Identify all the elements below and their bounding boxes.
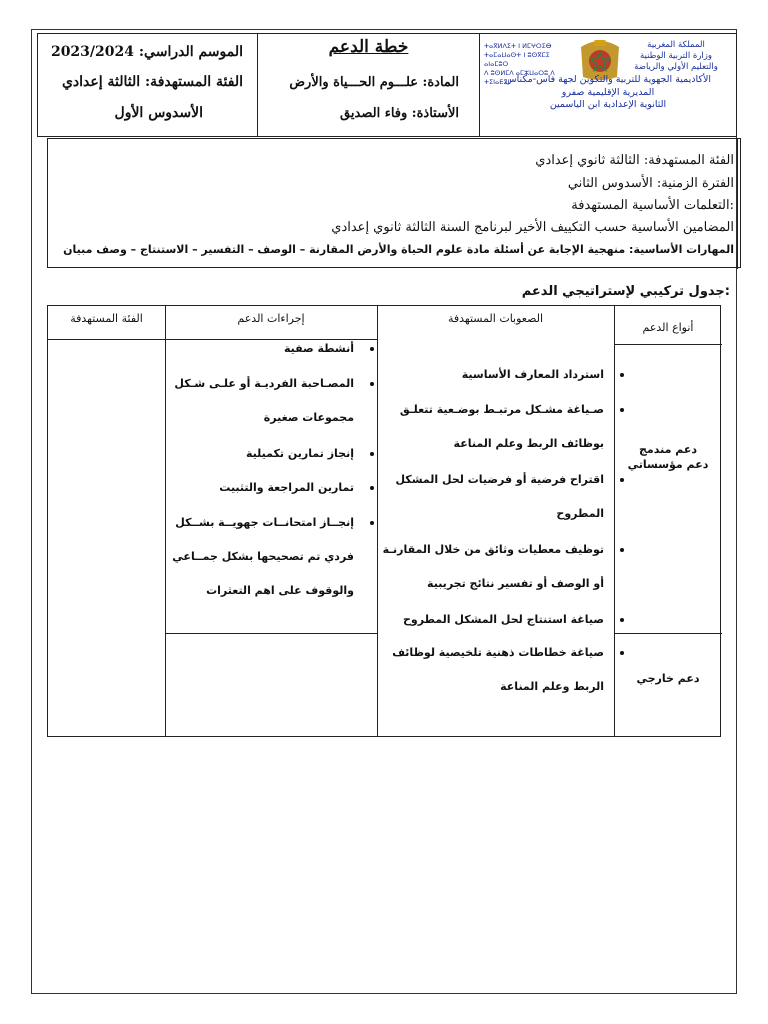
difficulty-item [383, 533, 604, 601]
support-type-line: دعم مؤسساتي [627, 458, 709, 471]
info-period: الفترة الزمنية: الأسدوس الثاني [567, 176, 734, 191]
school-name: الثانوية الإعدادية ابن الياسمين [549, 99, 667, 110]
section-title: :جدول تركيبي لإستراتيجي الدعم [521, 284, 730, 299]
bullet-icon [620, 548, 624, 552]
plan-title: خطة الدعم [328, 37, 409, 57]
support-type-line: دعم مندمج [638, 443, 697, 456]
teacher: الأستاذة: وفاء الصديق [340, 106, 459, 121]
difficulty-text: المطروح [556, 507, 604, 520]
header-target-group: الفئة المستهدفة [70, 312, 143, 325]
support-type-external: دعم خارجي [636, 672, 700, 685]
season: الموسم الدراسي: 2023/2024 [50, 44, 243, 60]
header-types: أنواع الدعم [642, 321, 694, 334]
procedure-text: المصـاحبة الفرديـة أو علـى شـكل [174, 377, 354, 390]
procedure-text: فردي تم تصحيحها بشكل جمــاعي [172, 550, 354, 563]
procedure-text: أنشطة صفية [283, 342, 354, 355]
ministry-line: والتعليم الأولي والرياضة [634, 62, 718, 72]
plan-info-cell [257, 34, 479, 136]
header-procedures: إجراءات الدعم [237, 312, 305, 325]
procedure-text: إنجــاز امتحانــات جهويــة بشــكل [175, 516, 354, 529]
difficulty-item [400, 393, 604, 461]
subject: المادة: علـــوم الحـــياة والأرض [289, 75, 459, 90]
bullet-icon [620, 618, 624, 622]
tifinagh-line: ⴷ ⵓⵙⵍⵎⴷ ⴰⵎⵣⵡⴰⵔⵓ ⴷ ⵜⵉⵏⴰⴹⵉⵏ [484, 69, 555, 86]
info-target: الفئة المستهدفة: الثالثة ثانوي إعدادي [535, 153, 734, 168]
procedure-item [219, 471, 354, 505]
procedure-text: والوقوف على اهم التعثرات [206, 584, 354, 597]
support-strategy-table [47, 305, 721, 737]
info-learnings: :التعلمات الأساسية المستهدفة [571, 198, 734, 213]
header-table [37, 33, 737, 137]
ministry-line: المملكة المغربية [647, 40, 705, 50]
difficulty-item [392, 636, 604, 704]
bullet-icon [620, 408, 624, 412]
difficulty-text: الربط وعلم المناعة [500, 680, 604, 693]
difficulty-text: توظيف معطيات وثائق من خلال المقارنـة [382, 543, 604, 556]
info-box [47, 138, 741, 268]
procedure-text: إنجاز تمارين تكميلية [246, 447, 354, 460]
ministry-logo-cell [479, 34, 736, 136]
semester: الأسدوس الأول [114, 105, 203, 121]
season-cell [36, 34, 257, 136]
bullet-icon [370, 347, 374, 351]
tifinagh-line: ⵜⴰⴳⵍⴷⵉⵜ ⵏ ⵍⵎⵖⵔⵉⴱ [484, 42, 552, 50]
info-contents: المضامين الأساسية حسب التكييف الأخير لبرنامج السنة الثالثة ثانوي إعدادي [331, 220, 734, 235]
difficulty-text: أو الوصف أو تفسير نتائج تجريبية [427, 577, 604, 590]
row-divider [165, 633, 377, 634]
bullet-icon [370, 521, 374, 525]
difficulty-text: صياغة خطاطات ذهنية تلخيصية لوظائف [392, 646, 604, 659]
bullet-icon [370, 486, 374, 490]
difficulty-item [403, 603, 604, 637]
header-difficulties: الصعوبات المستهدفة [447, 312, 544, 325]
support-type-integrated [614, 442, 722, 472]
procedure-item [246, 437, 354, 471]
difficulty-text: استرداد المعارف الأساسية [461, 368, 604, 381]
tifinagh-line: ⵜⴰⵎⴰⵡⴰⵙⵜ ⵏ ⵓⵙⴳⵎⵉ ⴰⵏⴰⵎⵓⵔ [484, 51, 550, 68]
directorate-name: المديرية الإقليمية صفرو [561, 87, 655, 98]
difficulty-text: بوظائف الربط وعلم المناعة [453, 437, 604, 450]
difficulty-item [462, 358, 604, 392]
difficulty-item [395, 463, 604, 531]
bullet-icon [620, 651, 624, 655]
difficulty-text: صياغة استنتاج لحل المشكل المطروح [402, 613, 604, 626]
row-divider [614, 344, 722, 345]
bullet-icon [620, 373, 624, 377]
ministry-line: وزارة التربية الوطنية [639, 51, 713, 61]
bullet-icon [620, 478, 624, 482]
bullet-icon [370, 382, 374, 386]
procedure-text: مجموعات صغيرة [263, 411, 354, 424]
col-divider [165, 306, 166, 736]
procedure-item [172, 506, 354, 608]
bullet-icon [370, 452, 374, 456]
academy-name: الأكاديمية الجهوية للتربية والتكوين لجهة فاس-مكناس [504, 74, 711, 85]
difficulty-text: اقتراح فرضية أو فرضيات لحل المشكل [395, 473, 604, 486]
difficulty-text: صـياغة مشـكل مرتبـط بوضـعية تتعلـق [399, 403, 604, 416]
procedure-item [284, 332, 354, 366]
procedure-text: تمارين المراجعة والتثبيت [219, 481, 354, 494]
ministry-arabic [622, 40, 730, 73]
row-divider [614, 633, 722, 634]
procedure-item [174, 367, 354, 435]
col-divider [377, 306, 378, 736]
info-skills: المهارات الأساسية: منهجية الإجابة عن أسئلة مادة علوم الحياة والأرض المقارنة – الوصف – التفسير – الاستنتاج – وصف مبيان [63, 243, 734, 256]
target-group: الفئة المستهدفة: الثالثة إعدادي [61, 74, 243, 90]
